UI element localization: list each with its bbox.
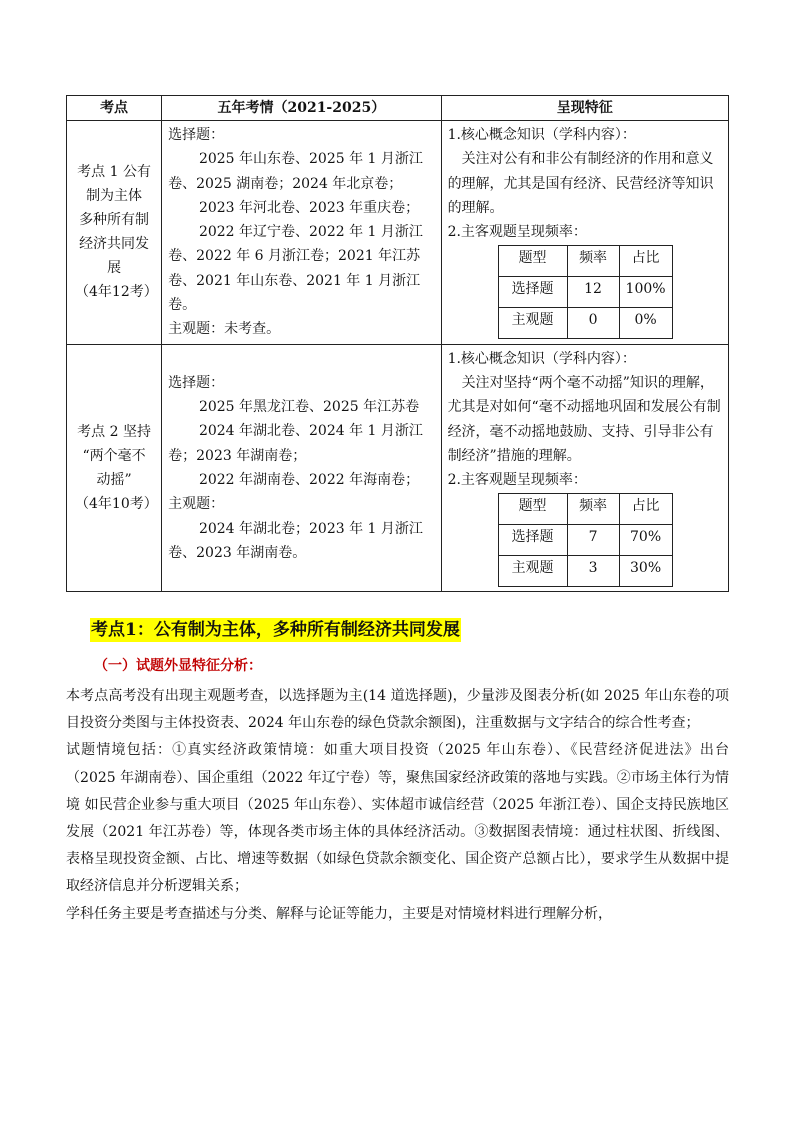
body-paragraph: 试题情境包括：①真实经济政策情境：如重大项目投资（2025 年山东卷）、《民营经济促进法》出台（2025 年湖南卷）、国企重组（2022 年辽宁卷）等，聚焦国家经济政策的落地与实践。②市场主体行为情境 如民营企业参与重大项目（2025 年山东卷）、实体超市诚信经营（2025 年浙江卷）、国企支持民族地区发展（2021 年江苏卷）等，体现各类市场主体的具体经济活动。③数据图表情境：通过柱状图、折线图、表格呈现投资金额、占比、增速等数据（如绿色贷款余额变化、国企资产总额占比），要求学生从数据中提取经济信息并分析逻辑关系； <box>66 742 729 895</box>
tezheng-desc: 关注对公有和非公有制经济的作用和意义的理解，尤其是国有经济、民营经济等知识的理解。 <box>447 151 714 216</box>
exam-analysis-page <box>66 95 729 592</box>
kaodian-line: 经济共同发 <box>79 236 150 253</box>
tezheng-cell <box>441 344 728 592</box>
table-header-row <box>67 96 729 121</box>
header-kaoqing: 五年考情（2021-2025） <box>162 96 441 121</box>
kaoqing-label: 主观题：未考查。 <box>168 321 281 338</box>
kaoqing-line: 2024 年湖北卷、2024 年 1 月浙江卷；2023 年湖南卷； <box>168 423 423 464</box>
kaodian-cell <box>67 121 162 345</box>
kaodian-line: 展 <box>107 260 122 277</box>
exam-summary-table <box>66 95 729 592</box>
frequency-table <box>498 493 673 587</box>
tezheng-desc: 关注对坚持“两个毫不动摇”知识的理解，尤其是对如何“毫不动摇地巩固和发展公有制经济，毫不动摇地鼓励、支持、引导非公有制经济”措施的理解。 <box>447 374 721 464</box>
subsection-title: （一）试题外显特征分析： <box>94 658 262 674</box>
freq-cell: 100% <box>619 277 672 308</box>
tezheng-heading: 2.主客观题呈现频率： <box>447 472 587 489</box>
tezheng-heading: 1.核心概念知识（学科内容）： <box>447 127 636 143</box>
kaodian-line: 多种所有制 <box>79 212 150 229</box>
frequency-table <box>498 245 673 339</box>
freq-cell: 频率 <box>567 494 619 525</box>
table-row <box>67 121 729 345</box>
kaodian-line: 制为主体 <box>86 188 143 205</box>
kaodian-line: 考点 1 公有 <box>77 164 151 181</box>
freq-cell: 占比 <box>619 494 672 525</box>
freq-row <box>498 246 672 277</box>
kaoqing-line: 2025 年黑龙江卷、2025 年江苏卷 <box>198 399 420 416</box>
freq-cell: 选择题 <box>498 525 567 556</box>
tezheng-heading: 1.核心概念知识（学科内容）： <box>447 350 636 367</box>
freq-cell: 选择题 <box>498 277 567 308</box>
body-paragraph: 学科任务主要是考查描述与分类、解释与论证等能力，主要是对情境材料进行理解分析， <box>66 905 612 922</box>
header-tezheng: 呈现特征 <box>441 96 728 121</box>
freq-row <box>498 525 672 556</box>
freq-row <box>498 277 672 308</box>
kaodian-line: “两个毫不 <box>82 448 146 465</box>
tezheng-heading: 2.主客观题呈现频率： <box>447 224 587 241</box>
kaoqing-label: 选择题： <box>168 374 225 391</box>
kaodian-line: 考点 2 坚持 <box>77 424 151 441</box>
freq-cell: 7 <box>567 525 619 556</box>
freq-cell: 0 <box>567 308 619 339</box>
freq-cell: 12 <box>567 277 619 308</box>
header-kaodian: 考点 <box>67 96 162 121</box>
freq-cell: 3 <box>567 556 619 587</box>
kaoqing-label: 主观题： <box>168 496 225 513</box>
freq-cell: 70% <box>619 525 672 556</box>
freq-row <box>498 494 672 525</box>
section-title: 考点1：公有制为主体，多种所有制经济共同发展 <box>91 620 460 640</box>
kaodian-cell <box>67 344 162 592</box>
kaoqing-cell <box>162 344 441 592</box>
tezheng-cell <box>441 121 728 345</box>
kaodian-line: （4年12考） <box>75 284 158 301</box>
freq-cell: 题型 <box>498 494 567 525</box>
kaoqing-line: 2022 年湖南卷、2022 年海南卷； <box>198 472 420 489</box>
kaoqing-label: 选择题： <box>168 127 225 143</box>
freq-row <box>498 556 672 587</box>
kaoqing-line: 2023 年河北卷、2023 年重庆卷； <box>198 199 420 216</box>
analysis-body <box>66 683 729 928</box>
kaodian-line: （4年10考） <box>75 496 158 513</box>
freq-cell: 题型 <box>498 246 567 277</box>
kaoqing-line: 2025 年山东卷、2025 年 1 月浙江卷、2025 湖南卷；2024 年北京卷； <box>168 151 423 192</box>
table-row <box>67 344 729 592</box>
kaoqing-line: 2024 年湖北卷；2023 年 1 月浙江卷、2023 年湖南卷。 <box>168 520 423 561</box>
freq-cell: 主观题 <box>498 556 567 587</box>
freq-row <box>498 308 672 339</box>
kaodian-line: 动摇” <box>96 472 132 489</box>
freq-cell: 30% <box>619 556 672 587</box>
kaoqing-line: 2022 年辽宁卷、2022 年 1 月浙江卷、2022 年 6 月浙江卷；2021 年江苏卷、2021 年山东卷、2021 年 1 月浙江卷。 <box>168 224 423 314</box>
kaoqing-cell <box>162 121 441 345</box>
freq-cell: 频率 <box>567 246 619 277</box>
freq-cell: 主观题 <box>498 308 567 339</box>
freq-cell: 0% <box>619 308 672 339</box>
body-paragraph: 本考点高考没有出现主观题考查，以选择题为主(14 道选择题)，少量涉及图表分析(如 2025 年山东卷的项目投资分类图与主体投资表、2024 年山东卷的绿色贷款余额图)，注重数据与文字结合的综合性考查； <box>66 688 729 732</box>
freq-cell: 占比 <box>619 246 672 277</box>
